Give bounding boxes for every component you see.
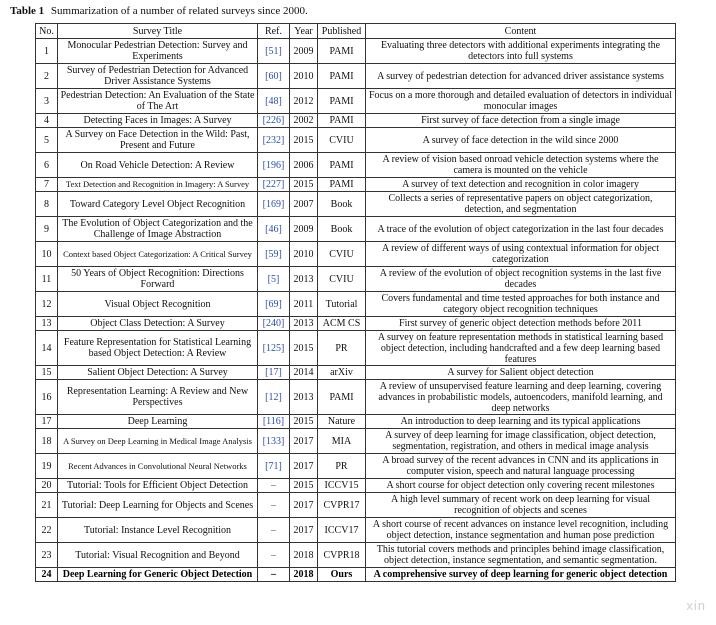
cell-ref[interactable]: [46]	[258, 217, 290, 242]
cell-content: Focus on a more thorough and detailed evaluation of detectors in individual monocular images	[366, 89, 676, 114]
col-header-no: No.	[36, 24, 58, 39]
cell-title: Deep Learning for Generic Object Detection	[58, 568, 258, 582]
cell-no: 20	[36, 479, 58, 493]
cell-no: 4	[36, 114, 58, 128]
cell-title: Tutorial: Tools for Efficient Object Detection	[58, 479, 258, 493]
cell-published: PAMI	[318, 153, 366, 178]
cell-year: 2014	[290, 366, 318, 380]
table-row	[36, 568, 676, 582]
cell-content: A short course of recent advances on instance level recognition, including object detection, instance segmentation and human pose prediction	[366, 518, 676, 543]
cell-ref: –	[258, 493, 290, 518]
cell-title: Toward Category Level Object Recognition	[58, 192, 258, 217]
col-header-ref: Ref.	[258, 24, 290, 39]
cell-published: Book	[318, 192, 366, 217]
cell-title: A Survey on Deep Learning in Medical Image Analysis	[58, 429, 258, 454]
cell-content: Evaluating three detectors with additional experiments integrating the detectors into full systems	[366, 39, 676, 64]
cell-title: Detecting Faces in Images: A Survey	[58, 114, 258, 128]
col-header-year: Year	[290, 24, 318, 39]
cell-title: Pedestrian Detection: An Evaluation of the State of The Art	[58, 89, 258, 114]
cell-ref[interactable]: [5]	[258, 267, 290, 292]
cell-content: A review of different ways of using contextual information for object categorization	[366, 242, 676, 267]
table-row	[36, 128, 676, 153]
cell-content: First survey of generic object detection methods before 2011	[366, 317, 676, 331]
cell-title: Tutorial: Deep Learning for Objects and Scenes	[58, 493, 258, 518]
cell-year: 2010	[290, 64, 318, 89]
table-row	[36, 64, 676, 89]
cell-title: Tutorial: Visual Recognition and Beyond	[58, 543, 258, 568]
cell-published: Tutorial	[318, 292, 366, 317]
cell-content: A review of unsupervised feature learning and deep learning, covering advances in probabilistic models, autoencoders, manifold learning, and deep networks	[366, 380, 676, 415]
cell-ref[interactable]: [133]	[258, 429, 290, 454]
cell-published: PAMI	[318, 178, 366, 192]
cell-no: 14	[36, 331, 58, 366]
cell-content: A broad survey of the recent advances in CNN and its applications in computer vision, speech and natural language processing	[366, 454, 676, 479]
cell-no: 1	[36, 39, 58, 64]
table-row	[36, 366, 676, 380]
cell-no: 21	[36, 493, 58, 518]
table-row	[36, 454, 676, 479]
table-row	[36, 493, 676, 518]
cell-published: PAMI	[318, 114, 366, 128]
cell-content: An introduction to deep learning and its typical applications	[366, 415, 676, 429]
cell-year: 2002	[290, 114, 318, 128]
table-label: Table 1	[10, 5, 45, 17]
cell-content: Covers fundamental and time tested approaches for both instance and category object recognition techniques	[366, 292, 676, 317]
cell-title: Recent Advances in Convolutional Neural Networks	[58, 454, 258, 479]
cell-no: 15	[36, 366, 58, 380]
cell-title: Feature Representation for Statistical Learning based Object Detection: A Review	[58, 331, 258, 366]
cell-content: A survey of face detection in the wild since 2000	[366, 128, 676, 153]
cell-no: 3	[36, 89, 58, 114]
table-row	[36, 331, 676, 366]
table-row	[36, 153, 676, 178]
cell-no: 8	[36, 192, 58, 217]
cell-title: Context based Object Categorization: A Critical Survey	[58, 242, 258, 267]
cell-ref[interactable]: [116]	[258, 415, 290, 429]
cell-year: 2015	[290, 479, 318, 493]
cell-year: 2009	[290, 217, 318, 242]
cell-ref[interactable]: [169]	[258, 192, 290, 217]
cell-content: A survey of pedestrian detection for advanced driver assistance systems	[366, 64, 676, 89]
cell-ref[interactable]: [17]	[258, 366, 290, 380]
table-row	[36, 518, 676, 543]
cell-content: Collects a series of representative papers on object categorization, detection, and segmentation	[366, 192, 676, 217]
cell-published: PR	[318, 454, 366, 479]
cell-content: A comprehensive survey of deep learning for generic object detection	[366, 568, 676, 582]
cell-year: 2009	[290, 39, 318, 64]
cell-no: 18	[36, 429, 58, 454]
cell-no: 6	[36, 153, 58, 178]
cell-year: 2012	[290, 89, 318, 114]
cell-content: A survey on feature representation methods in statistical learning based object detection, including handcrafted and a few deep learning based features	[366, 331, 676, 366]
table-header-row	[36, 24, 676, 39]
cell-year: 2017	[290, 493, 318, 518]
cell-year: 2017	[290, 454, 318, 479]
table-row	[36, 317, 676, 331]
cell-content: A survey of deep learning for image classification, object detection, segmentation, registration, and others in medical image analysis	[366, 429, 676, 454]
cell-ref: –	[258, 518, 290, 543]
cell-published: PAMI	[318, 39, 366, 64]
cell-published: CVIU	[318, 267, 366, 292]
cell-title: Deep Learning	[58, 415, 258, 429]
cell-content: A review of vision based onroad vehicle detection systems where the camera is mounted on the vehicle	[366, 153, 676, 178]
cell-no: 10	[36, 242, 58, 267]
cell-no: 22	[36, 518, 58, 543]
cell-no: 13	[36, 317, 58, 331]
cell-year: 2010	[290, 242, 318, 267]
cell-ref[interactable]: [60]	[258, 64, 290, 89]
cell-no: 16	[36, 380, 58, 415]
cell-published: Nature	[318, 415, 366, 429]
cell-published: MIA	[318, 429, 366, 454]
table-row	[36, 192, 676, 217]
cell-year: 2007	[290, 192, 318, 217]
cell-title: 50 Years of Object Recognition: Directions Forward	[58, 267, 258, 292]
cell-published: Ours	[318, 568, 366, 582]
cell-ref[interactable]: [196]	[258, 153, 290, 178]
cell-year: 2013	[290, 317, 318, 331]
cell-ref[interactable]: [226]	[258, 114, 290, 128]
cell-published: CVIU	[318, 128, 366, 153]
table-row	[36, 217, 676, 242]
cell-title: The Evolution of Object Categorization and the Challenge of Image Abstraction	[58, 217, 258, 242]
col-header-published: Published	[318, 24, 366, 39]
table-row	[36, 178, 676, 192]
cell-content: A survey for Salient object detection	[366, 366, 676, 380]
cell-no: 24	[36, 568, 58, 582]
cell-no: 12	[36, 292, 58, 317]
cell-no: 23	[36, 543, 58, 568]
cell-title: Survey of Pedestrian Detection for Advanced Driver Assistance Systems	[58, 64, 258, 89]
cell-year: 2018	[290, 568, 318, 582]
cell-content: First survey of face detection from a single image	[366, 114, 676, 128]
cell-ref[interactable]: [48]	[258, 89, 290, 114]
cell-year: 2018	[290, 543, 318, 568]
cell-no: 2	[36, 64, 58, 89]
table-row	[36, 267, 676, 292]
cell-content: A short course for object detection only covering recent milestones	[366, 479, 676, 493]
cell-ref: –	[258, 479, 290, 493]
cell-published: PR	[318, 331, 366, 366]
col-header-content: Content	[366, 24, 676, 39]
surveys-table	[35, 23, 676, 582]
cell-year: 2015	[290, 331, 318, 366]
table-row	[36, 479, 676, 493]
table-row	[36, 89, 676, 114]
cell-title: Visual Object Recognition	[58, 292, 258, 317]
table-caption	[10, 5, 308, 18]
cell-content: This tutorial covers methods and principles behind image classification, object detection, instance segmentation, and semantic segmentation.	[366, 543, 676, 568]
cell-ref[interactable]: [69]	[258, 292, 290, 317]
cell-published: Book	[318, 217, 366, 242]
cell-content: A trace of the evolution of object categorization in the last four decades	[366, 217, 676, 242]
cell-title: Tutorial: Instance Level Recognition	[58, 518, 258, 543]
cell-title: Monocular Pedestrian Detection: Survey and Experiments	[58, 39, 258, 64]
table-row	[36, 543, 676, 568]
cell-content: A high level summary of recent work on deep learning for visual recognition of objects and scenes	[366, 493, 676, 518]
cell-year: 2015	[290, 415, 318, 429]
cell-content: A review of the evolution of object recognition systems in the last five decades	[366, 267, 676, 292]
cell-title: Salient Object Detection: A Survey	[58, 366, 258, 380]
cell-ref[interactable]: [240]	[258, 317, 290, 331]
cell-no: 7	[36, 178, 58, 192]
cell-published: arXiv	[318, 366, 366, 380]
cell-published: ACM CS	[318, 317, 366, 331]
cell-year: 2017	[290, 518, 318, 543]
table-row	[36, 39, 676, 64]
cell-year: 2015	[290, 178, 318, 192]
cell-no: 5	[36, 128, 58, 153]
table-row	[36, 415, 676, 429]
watermark: xin	[686, 598, 706, 613]
cell-no: 11	[36, 267, 58, 292]
cell-ref[interactable]: [59]	[258, 242, 290, 267]
cell-ref[interactable]: [125]	[258, 331, 290, 366]
cell-ref[interactable]: [12]	[258, 380, 290, 415]
table-row	[36, 380, 676, 415]
cell-published: ICCV17	[318, 518, 366, 543]
cell-title: Object Class Detection: A Survey	[58, 317, 258, 331]
table-row	[36, 242, 676, 267]
col-header-title: Survey Title	[58, 24, 258, 39]
cell-content: A survey of text detection and recognition in color imagery	[366, 178, 676, 192]
cell-no: 9	[36, 217, 58, 242]
cell-year: 2011	[290, 292, 318, 317]
table-row	[36, 292, 676, 317]
cell-no: 17	[36, 415, 58, 429]
cell-ref[interactable]: [71]	[258, 454, 290, 479]
cell-year: 2006	[290, 153, 318, 178]
cell-published: PAMI	[318, 380, 366, 415]
table-caption-text: Summarization of a number of related surveys since 2000.	[50, 5, 308, 17]
table-body	[36, 39, 676, 582]
cell-title: On Road Vehicle Detection: A Review	[58, 153, 258, 178]
cell-ref[interactable]: [227]	[258, 178, 290, 192]
cell-title: Text Detection and Recognition in Imagery: A Survey	[58, 178, 258, 192]
cell-year: 2017	[290, 429, 318, 454]
cell-ref: –	[258, 543, 290, 568]
cell-ref[interactable]: [232]	[258, 128, 290, 153]
cell-published: CVPR18	[318, 543, 366, 568]
cell-year: 2015	[290, 128, 318, 153]
cell-year: 2013	[290, 267, 318, 292]
cell-published: CVPR17	[318, 493, 366, 518]
cell-published: CVIU	[318, 242, 366, 267]
cell-no: 19	[36, 454, 58, 479]
cell-published: ICCV15	[318, 479, 366, 493]
table-row	[36, 429, 676, 454]
cell-title: A Survey on Face Detection in the Wild: Past, Present and Future	[58, 128, 258, 153]
cell-published: PAMI	[318, 64, 366, 89]
cell-title: Representation Learning: A Review and New Perspectives	[58, 380, 258, 415]
table-row	[36, 114, 676, 128]
cell-year: 2013	[290, 380, 318, 415]
cell-ref[interactable]: [51]	[258, 39, 290, 64]
cell-ref: –	[258, 568, 290, 582]
cell-published: PAMI	[318, 89, 366, 114]
